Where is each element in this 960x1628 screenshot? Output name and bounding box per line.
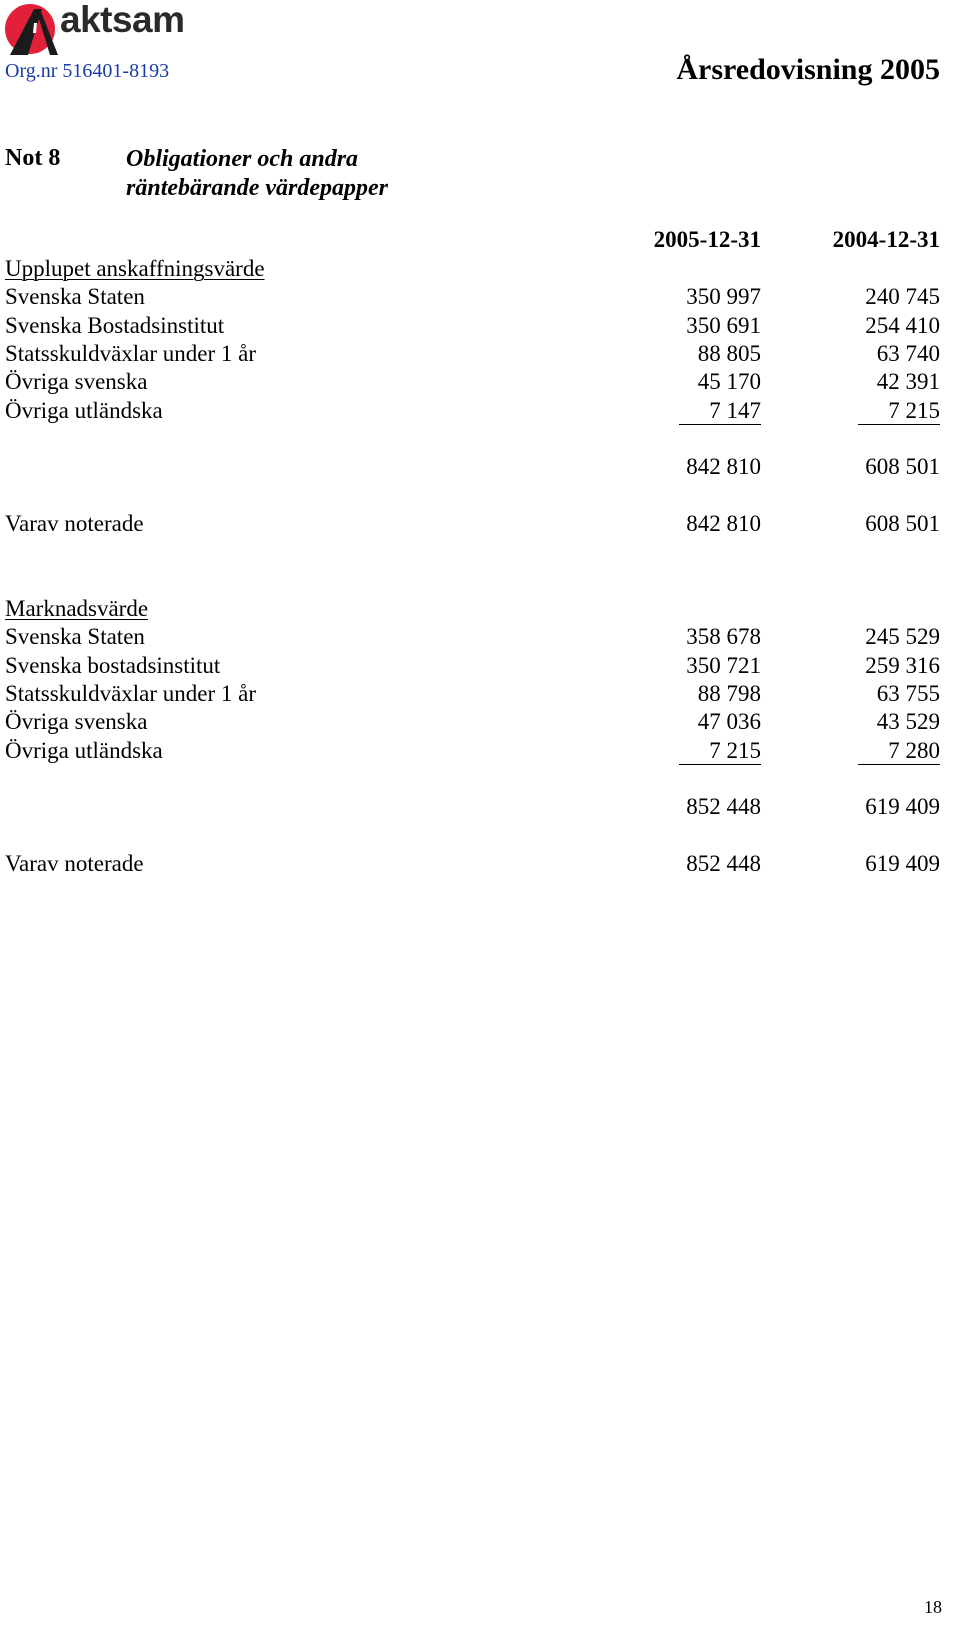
org-number: Org.nr 516401-8193 (5, 60, 170, 82)
table-row (5, 369, 940, 398)
row-label: Övriga utländska (5, 398, 163, 423)
total-2005: 852 448 (686, 794, 761, 819)
company-logo (4, 0, 185, 55)
noted-2005: 852 448 (686, 851, 761, 876)
row-label: Statsskuldväxlar under 1 år (5, 341, 257, 366)
total-2004: 608 501 (865, 454, 940, 479)
value-2005: 350 691 (686, 313, 761, 338)
row-label: Svenska Bostadsinstitut (5, 313, 225, 338)
row-label: Svenska Staten (5, 624, 145, 649)
total-row (5, 794, 940, 823)
total-2005: 842 810 (686, 454, 761, 479)
column-header-2004: 2004-12-31 (832, 227, 940, 252)
table-row (5, 624, 940, 653)
value-2005: 45 170 (697, 369, 761, 394)
table-row (5, 738, 940, 767)
total-2004: 619 409 (865, 794, 940, 819)
noted-2004: 619 409 (865, 851, 940, 876)
logo-road-icon (4, 3, 60, 55)
noted-2004: 608 501 (865, 511, 940, 536)
row-label: Svenska Staten (5, 284, 145, 309)
value-2004: 63 755 (876, 681, 940, 706)
column-header-2005: 2005-12-31 (653, 227, 761, 252)
row-label: Statsskuldväxlar under 1 år (5, 681, 257, 706)
value-2005: 7 147 (679, 398, 761, 425)
section-heading-row (5, 596, 940, 625)
page-number: 18 (924, 1597, 942, 1617)
row-label: Övriga svenska (5, 709, 148, 734)
note-number: Not 8 (5, 145, 61, 171)
value-2004: 254 410 (865, 313, 940, 338)
table-row (5, 398, 940, 427)
table-row (5, 709, 940, 738)
section-heading-row (5, 256, 940, 285)
value-2004: 42 391 (876, 369, 940, 394)
row-label: Övriga svenska (5, 369, 148, 394)
noted-row (5, 511, 940, 540)
section-heading: Upplupet anskaffningsvärde (5, 256, 265, 281)
value-2004: 259 316 (865, 653, 940, 678)
note-title-line-1: Obligationer och andra (126, 146, 359, 172)
column-header-row (5, 227, 940, 256)
value-2004: 43 529 (876, 709, 940, 734)
noted-2005: 842 810 (686, 511, 761, 536)
value-2004: 240 745 (865, 284, 940, 309)
report-title: Årsredovisning 2005 (676, 53, 940, 86)
value-2005: 358 678 (686, 624, 761, 649)
logo-text: aktsam (60, 0, 185, 40)
value-2005: 7 215 (679, 738, 761, 765)
total-row (5, 454, 940, 483)
table-row (5, 341, 940, 370)
value-2004: 7 280 (858, 738, 940, 765)
row-label: Varav noterade (5, 511, 144, 536)
value-2005: 350 997 (686, 284, 761, 309)
table-row (5, 681, 940, 710)
value-2004: 63 740 (876, 341, 940, 366)
value-2005: 350 721 (686, 653, 761, 678)
row-label: Svenska bostadsinstitut (5, 653, 221, 678)
row-label: Varav noterade (5, 851, 144, 876)
note-title-line-2: räntebärande värdepapper (126, 175, 388, 201)
noted-row (5, 851, 940, 880)
value-2005: 88 798 (697, 681, 761, 706)
table-row (5, 313, 940, 342)
value-2004: 7 215 (858, 398, 940, 425)
note-title (126, 145, 446, 203)
section-heading: Marknadsvärde (5, 596, 149, 621)
value-2005: 88 805 (697, 341, 761, 366)
value-2004: 245 529 (865, 624, 940, 649)
row-label: Övriga utländska (5, 738, 163, 763)
table-row (5, 653, 940, 682)
table-row (5, 284, 940, 313)
value-2005: 47 036 (697, 709, 761, 734)
